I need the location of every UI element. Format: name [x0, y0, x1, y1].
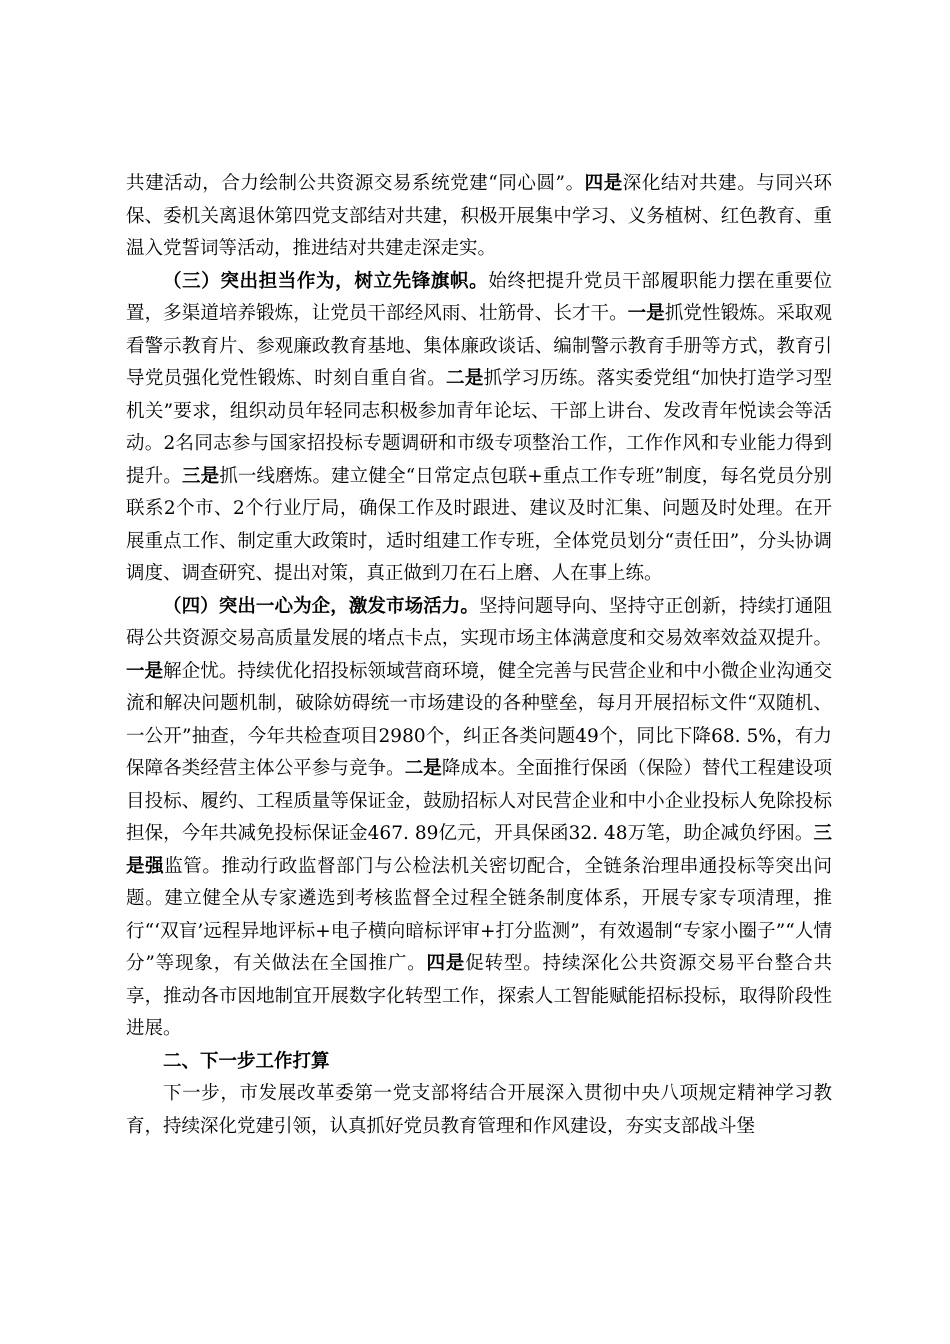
paragraph-text: 抓学习历练。落实委党组“加快打造学习型机关”要求，组织动员年轻同志积极参加青年论坛、干部上讲台、发改青年悦读会等活动。2名同志参与国家招投标专题调研和市级专项整治工作，工作作风和专业能力得到提升。 [126, 368, 832, 487]
bold-marker: 一是 [126, 660, 164, 682]
paragraph-text: 降成本。全面推行保函（保险）替代工程建设项目投标、履约、工程质量等保证金，鼓励招标人对民营企业和中小企业投标人免除投标担保，今年共减免投标保证金467. 89亿元，开具保函32. 48万笔，助企减负纾困。 [126, 758, 832, 844]
paragraph-section-4 [126, 591, 832, 1046]
paragraph-text: 坚持问题导向、坚持守正创新，持续打通阻碍公共资源交易高质量发展的堵点卡点，实现市场主体满意度和交易效率效益双提升。 [126, 595, 832, 649]
section-heading-3: （三）突出担当作为，树立先锋旗帜。 [163, 270, 489, 292]
bold-marker: 三是强 [126, 823, 832, 877]
bold-marker: 三是 [181, 465, 220, 487]
bold-marker: 二是 [446, 368, 484, 389]
paragraph-text: 解企忧。持续优化招投标领域营商环境，健全完善与民营企业和中小微企业沟通交流和解决问题机制，破除妨碍统一市场建设的各种壁垒，每月开展招标文件“双随机、一公开”抽查，今年共检查项目2980个，纠正各类问题49个，同比下降68. 5%，有力保障各类经营主体公平参与竞争。 [126, 660, 832, 779]
bold-marker: 四是 [584, 173, 623, 194]
paragraph-text: 促转型。持续深化公共资源交易平台整合共享，推动各市因地制宜开展数字化转型工作，探索人工智能赋能招标投标，取得阶段性进展。 [126, 953, 832, 1039]
paragraph-text: 监管。推动行政监督部门与公检法机关密切配合，全链条治理串通投标等突出问题。建立健全从专家遴选到考核监督全过程全链条制度体系，开展专家专项清理，推行“‘双盲’远程异地评标+电子横向暗标评审+打分监测”，有效遏制“专家小圈子”“人情分”等现象，有关做法在全国推广。 [126, 855, 832, 974]
paragraph-text: 始终把提升党员干部履职能力摆在重要位置，多渠道培养锻炼，让党员干部经风雨、壮筋骨、长才干。 [126, 270, 832, 324]
bold-marker: 一是 [627, 303, 665, 324]
paragraph-partnership [126, 168, 832, 266]
paragraph-text: 下一步，市发展改革委第一党支部将结合开展深入贯彻中央八项规定精神学习教育，持续深化党建引领，认真抓好党员教育管理和作风建设，夯实支部战斗堡 [126, 1083, 832, 1137]
paragraph-text: 共建活动，合力绘制公共资源交易系统党建“同心圆”。 [126, 173, 585, 194]
paragraph-text: 抓一线磨炼。建立健全“日常定点包联+重点工作专班”制度，每名党员分别联系2个市、2个行业厅局，确保工作及时跟进、建议及时汇集、问题及时处理。在开展重点工作、制定重大政策时，适时组建工作专班，全体党员划分“责任田”，分头协调调度、调查研究、提出对策，真正做到刀在石上磨、人在事上练。 [126, 465, 832, 584]
section-heading-4: （四）突出一心为企，激发市场活力。 [163, 595, 479, 617]
paragraph-text: 抓党性锻炼。采取观看警示教育片、参观廉政教育基地、集体廉政谈话、编制警示教育手册等方式，教育引导党员强化党性锻炼、时刻自重自省。 [126, 303, 832, 389]
section-heading-next-steps: 二、下一步工作打算 [163, 1050, 330, 1072]
paragraph-text: 深化结对共建。与同兴环保、委机关离退休第四党支部结对共建，积极开展集中学习、义务植树、红色教育、重温入党誓词等活动，推进结对共建走深走实。 [126, 173, 832, 259]
bold-marker: 二是 [404, 758, 442, 779]
paragraph-section-3 [126, 266, 832, 591]
paragraph-next-steps [126, 1078, 832, 1143]
bold-marker: 四是 [426, 953, 466, 974]
document-page [126, 168, 832, 1143]
